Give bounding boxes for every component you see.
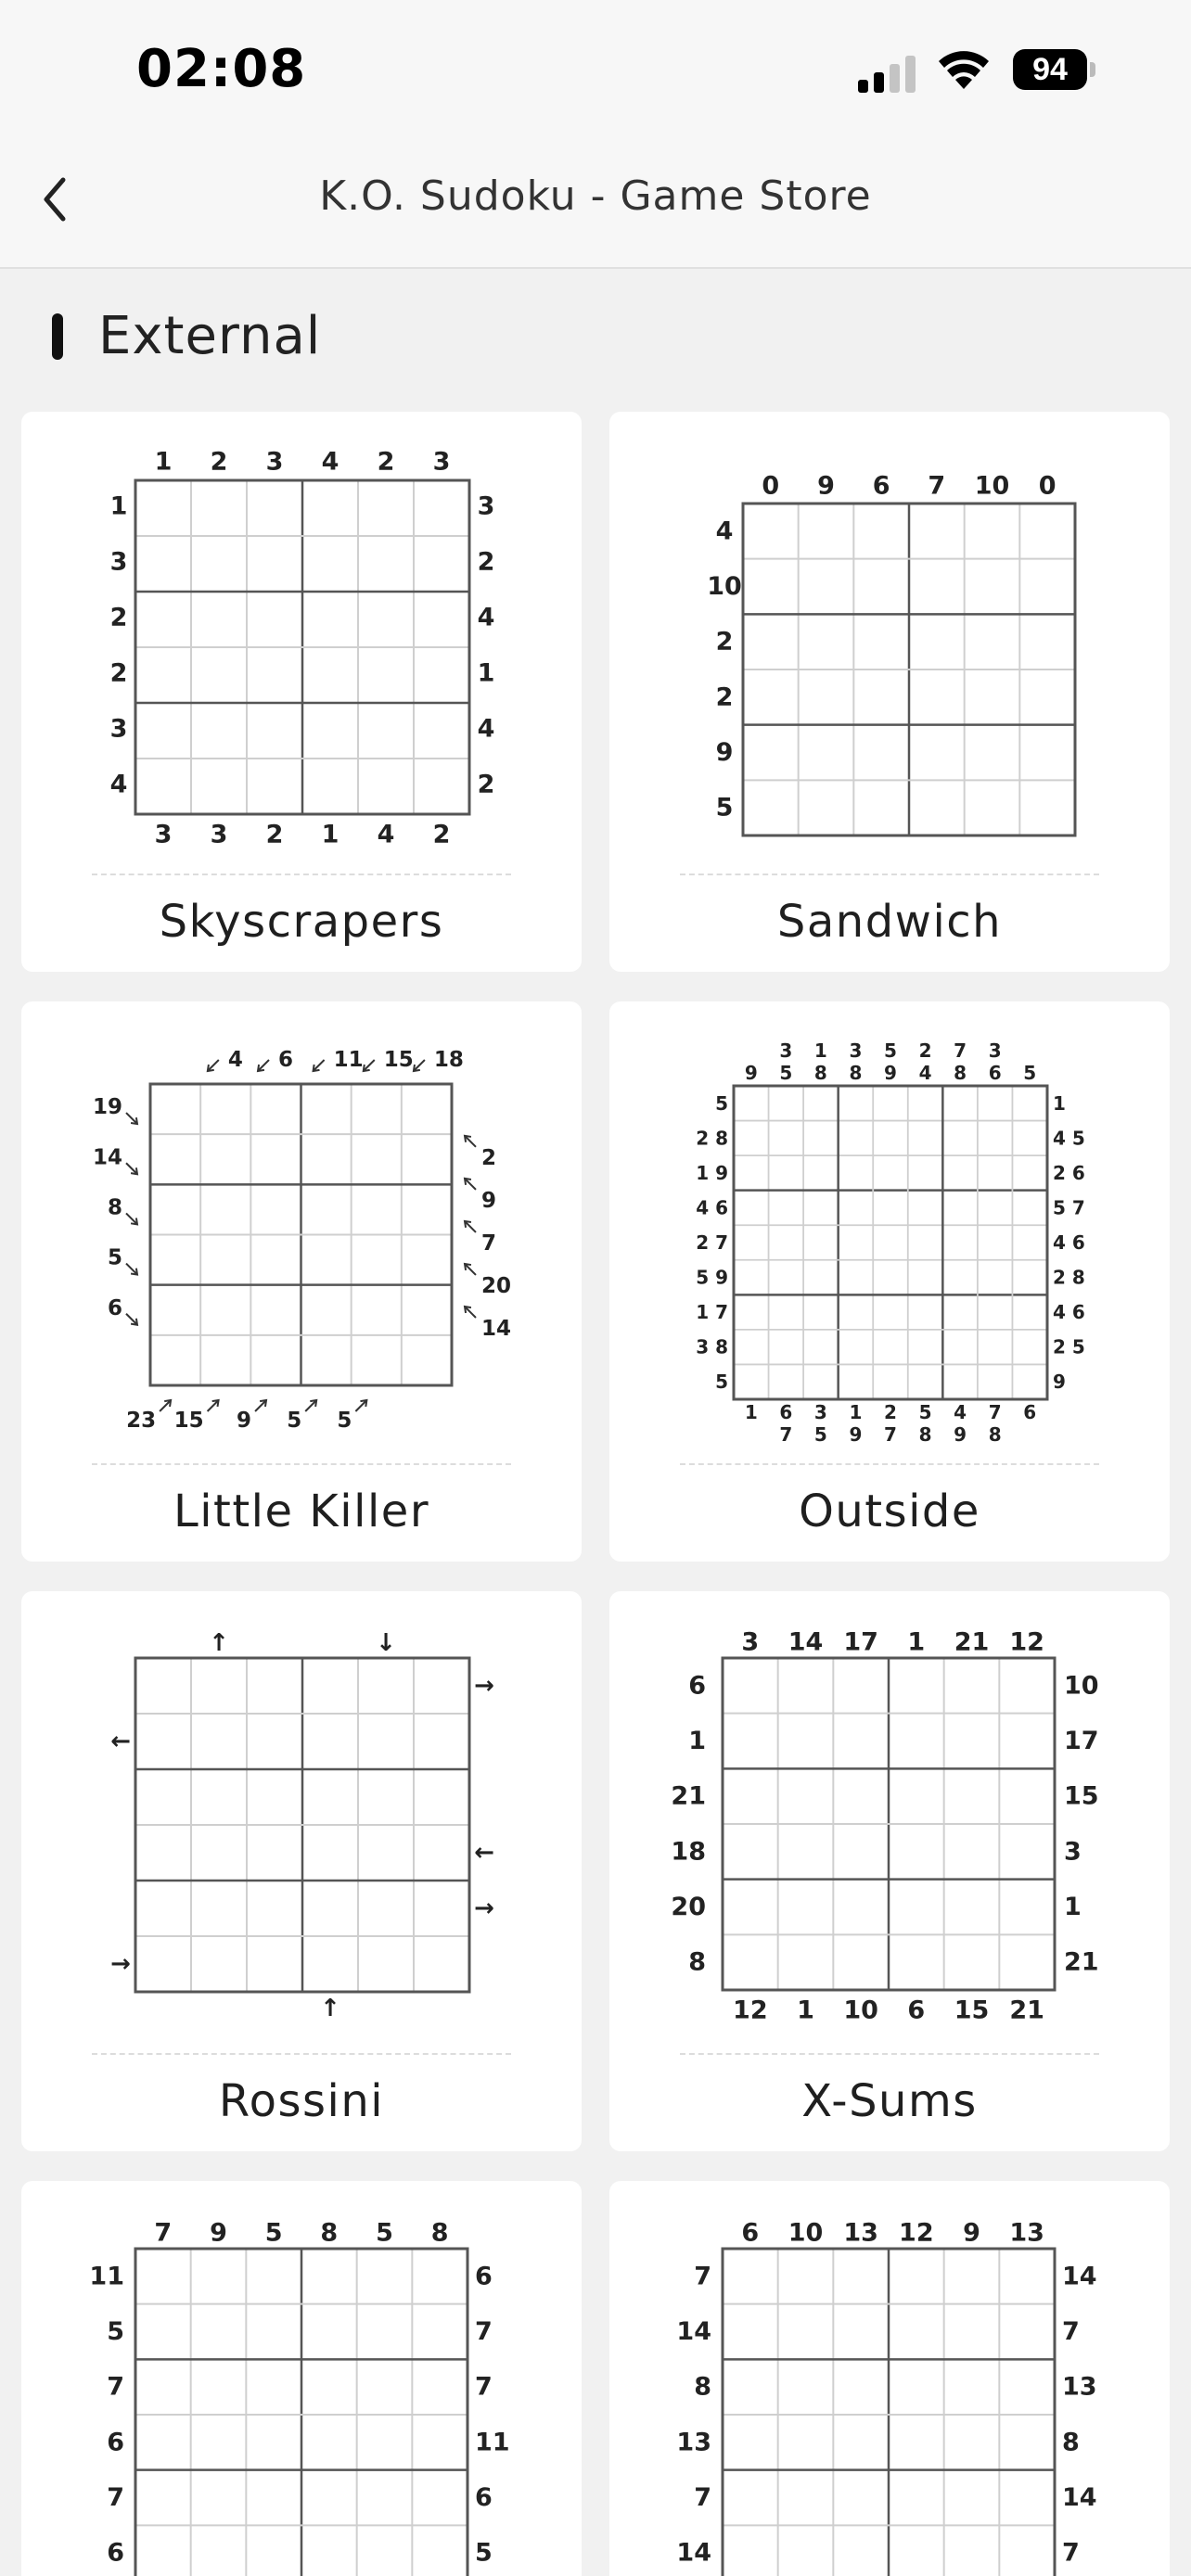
clue-label: ← [110,1728,131,1755]
clue-label: 9 [481,1188,497,1213]
clue-label: 12 [1009,1627,1044,1657]
clue-label: 1 [907,1627,926,1657]
clue-label: 18 [671,1837,706,1867]
clue-label: 4 [715,516,734,546]
clue-label: 5 [475,2538,493,2568]
clue-label: 20 [481,1273,512,1298]
clue-label: 15 [954,1996,990,2025]
clue-label: 1 [154,447,173,477]
game-card-little-killer[interactable] [21,1001,582,1562]
clue-label: 15 [383,1048,414,1072]
clue-label: 5 7 [1053,1196,1085,1219]
clue-label: 3 [849,1039,863,1062]
clue-label: 3 [741,1627,760,1657]
clue-label: 2 8 [1053,1266,1085,1289]
partial-grid-left [21,2181,582,2576]
clue-label: 15 [173,1409,204,1433]
clue-label: 12 [733,1996,768,2025]
game-card-rossini[interactable] [21,1591,582,2151]
section-title: External [98,306,322,366]
clue-label: 6 [907,1996,926,2025]
battery-level: 94 [1013,49,1087,90]
clue-label: 6 [107,2538,124,2568]
game-card-skyscrapers[interactable] [21,412,582,972]
navigation-bar [0,139,1191,269]
clue-label: 6 [107,2428,124,2457]
clue-label: 1 [813,1039,827,1062]
clue-label: 20 [671,1893,706,1921]
clue-label: 10 [974,471,1010,501]
clue-label: 17 [1064,1727,1099,1755]
clue-label: 11 [333,1048,364,1072]
clue-label: 5 [376,2218,393,2248]
clue-label: 2 [477,770,495,799]
clue-label: 5 [264,2218,283,2248]
rossini-grid [21,1591,582,2055]
clue-label: 6 [779,1401,793,1423]
status-time: 02:08 [136,39,307,99]
clue-label: 17 [843,1627,878,1657]
clue-label: 10 [788,2218,824,2248]
clue-label: 14 [788,1627,824,1657]
clue-label: 10 [843,1996,878,2025]
wifi-icon [937,48,991,91]
clue-label: 9 [210,2218,227,2248]
clue-label: 19 [92,1095,122,1120]
clue-label: 6 [688,1671,706,1701]
clue-label: 2 [210,447,228,477]
clue-label: 3 [265,447,284,477]
clue-label: 3 [210,820,228,849]
card-label: X-Sums [801,2075,978,2127]
clue-label: 3 [432,447,451,477]
clue-label: 5 [715,1091,728,1115]
clue-label: 18 [433,1048,464,1072]
clue-label: 8 [107,1195,122,1220]
clue-label: 9 [849,1423,863,1446]
clue-label: 2 [109,658,128,688]
clue-label: 1 [321,820,339,849]
clue-label: 4 [954,1401,967,1423]
clue-label: 9 [963,2218,980,2248]
clue-label: 1 [477,658,495,688]
clue-label: 4 [109,770,128,799]
clue-label: 1 [109,491,128,521]
clue-label: ↓ [376,1629,396,1657]
clue-label: 9 [237,1409,252,1433]
clue-label: 9 [1053,1371,1066,1394]
clue-label: 14 [676,2538,711,2568]
clue-label: 4 6 [1053,1301,1085,1324]
game-card-outside[interactable] [609,1001,1170,1562]
clue-label: → [474,1672,494,1700]
sandwich-grid [609,412,1170,875]
card-divider [92,874,511,875]
clue-label: 2 7 [696,1231,728,1254]
cellular-signal-icon [858,54,919,95]
clue-label: 3 [154,820,173,849]
clue-label: 3 [477,491,495,521]
clue-label: 7 [884,1423,897,1446]
clue-label: 6 [872,471,890,501]
game-card-partial-left[interactable] [21,2181,582,2576]
card-divider [92,1463,511,1465]
section-header [0,269,1191,408]
card-label: Rossini [218,2075,385,2127]
game-card-x-sums[interactable] [609,1591,1170,2151]
game-card-sandwich[interactable] [609,412,1170,972]
clue-label: 2 [715,627,734,657]
clue-label: 5 [715,793,734,823]
clue-label: 8 [430,2218,449,2248]
clue-label: 5 [715,1371,728,1394]
card-divider [92,2053,511,2055]
clue-label: 7 [694,2262,711,2291]
card-label: Skyscrapers [159,896,444,948]
clue-label: 1 [744,1401,758,1423]
clue-label: 4 [377,820,395,849]
clue-label: 9 [744,1062,758,1084]
clue-label: 14 [481,1317,512,1341]
clue-label: 21 [1064,1947,1099,1977]
clue-label: 7 [475,2317,493,2346]
clue-label: 4 [227,1048,243,1072]
clue-label: 14 [92,1145,122,1170]
clue-label: 3 8 [696,1335,728,1358]
clue-label: ↑ [209,1629,229,1657]
clue-label: 7 [954,1039,967,1062]
clue-label: 6 [741,2218,760,2248]
clue-label: 7 [154,2218,173,2248]
clue-label: 4 5 [1053,1127,1085,1150]
clue-label: 3 [1064,1837,1082,1867]
clue-label: 15 [1064,1781,1099,1811]
clue-label: 1 [688,1727,706,1755]
status-bar [0,0,1191,139]
clue-label: 11 [89,2262,124,2291]
card-label: Little Killer [173,1486,430,1537]
clue-label: 8 [320,2218,339,2248]
clue-label: 5 [107,1245,122,1270]
clue-label: 14 [676,2317,711,2346]
clue-label: 8 [813,1062,827,1084]
clue-label: 21 [1009,1996,1044,2025]
clue-label: 7 [928,471,946,501]
clue-label: 2 8 [696,1127,728,1150]
clue-label: 2 6 [1053,1161,1085,1184]
clue-label: 5 [813,1423,827,1446]
clue-label: 1 [1053,1091,1066,1115]
partial-grid-right [609,2181,1170,2576]
clue-label: 6 [107,1295,122,1320]
clue-label: 3 [109,547,128,577]
clue-label: 5 [337,1409,352,1433]
clue-label: 2 [477,547,495,577]
card-divider [680,1463,1099,1465]
clue-label: 0 [762,471,780,501]
game-card-partial-right[interactable] [609,2181,1170,2576]
clue-label: ← [474,1839,494,1867]
clue-label: 2 [432,820,451,849]
clue-label: 1 9 [696,1161,728,1184]
clue-label: 1 [1064,1893,1082,1921]
clue-label: 4 6 [1053,1231,1085,1254]
clue-label: 5 [287,1409,302,1433]
clue-label: 8 [988,1423,1002,1446]
clue-label: 10 [707,572,742,601]
clue-label: 13 [676,2428,711,2457]
clue-label: 10 [1064,1671,1099,1701]
clue-label: 4 [918,1062,932,1084]
clue-label: 4 6 [696,1196,728,1219]
clue-label: 23 [126,1409,157,1433]
clue-label: 13 [843,2218,878,2248]
clue-label: 6 [475,2262,493,2291]
clue-label: → [110,1950,131,1978]
clue-label: 2 [109,603,128,632]
clue-label: 5 [107,2317,124,2346]
clue-label: 2 [377,447,395,477]
clue-label: 8 [918,1423,932,1446]
clue-label: ↑ [320,1995,340,2022]
clue-label: 8 [1062,2428,1080,2457]
clue-label: 13 [1062,2372,1097,2402]
clue-label: 5 [779,1062,793,1084]
clue-label: 6 [988,1062,1002,1084]
clue-label: 7 [481,1231,497,1256]
clue-label: 9 [954,1423,967,1446]
card-divider [680,2053,1099,2055]
clue-label: 9 [715,738,734,767]
skyscrapers-grid [21,412,582,875]
clue-label: 5 [918,1401,932,1423]
clue-label: 21 [954,1627,990,1657]
clue-label: 7 [107,2483,124,2512]
clue-label: 5 [1023,1062,1037,1084]
clue-label: 7 [475,2372,493,2402]
clue-label: 6 [475,2483,493,2512]
x-sums-grid [609,1591,1170,2055]
clue-label: 2 5 [1053,1335,1085,1358]
clue-label: 7 [1062,2317,1080,2346]
clue-label: 7 [988,1401,1002,1423]
clue-label: → [474,1894,494,1922]
clue-label: 7 [694,2483,711,2512]
clue-label: 1 [849,1401,863,1423]
clue-label: 11 [475,2428,510,2457]
clue-label: 5 [884,1039,897,1062]
clue-label: 2 [715,682,734,712]
section-marker [52,313,63,360]
clue-label: 3 [109,714,128,744]
clue-label: 1 7 [696,1301,728,1324]
clue-label: 12 [899,2218,934,2248]
clue-label: 13 [1009,2218,1044,2248]
page-title: K.O. Sudoku - Game Store [319,172,872,220]
clue-label: 14 [1062,2483,1097,2512]
clue-label: 3 [988,1039,1002,1062]
card-label: Outside [799,1486,980,1537]
clue-label: 9 [884,1062,897,1084]
clue-label: 4 [477,714,495,744]
clue-label: 21 [671,1781,706,1811]
clue-label: 6 [1023,1401,1037,1423]
card-label: Sandwich [776,896,1003,948]
clue-label: 4 [477,603,495,632]
clue-label: 1 [797,1996,814,2025]
grid-background [734,1086,1047,1399]
clue-label: 8 [954,1062,967,1084]
clue-label: 2 [918,1039,932,1062]
clue-label: 8 [688,1947,706,1977]
little-killer-grid [21,1001,582,1465]
clue-label: 7 [1062,2538,1080,2568]
clue-label: 4 [321,447,339,477]
clue-label: 3 [813,1401,827,1423]
clue-label: 2 [884,1401,897,1423]
clue-label: 8 [849,1062,863,1084]
clue-label: 5 9 [696,1266,728,1289]
clue-label: 8 [694,2372,711,2402]
card-divider [680,874,1099,875]
clue-label: 6 [278,1048,294,1072]
clue-label: 3 [779,1039,793,1062]
clue-label: 14 [1062,2262,1097,2291]
clue-label: 7 [779,1423,793,1446]
clue-label: 0 [1038,471,1057,501]
clue-label: 9 [817,471,835,501]
outside-grid [609,1001,1170,1465]
battery-icon [1013,49,1096,90]
clue-label: 2 [265,820,284,849]
clue-label: 2 [481,1145,497,1170]
clue-label: 7 [107,2372,124,2402]
